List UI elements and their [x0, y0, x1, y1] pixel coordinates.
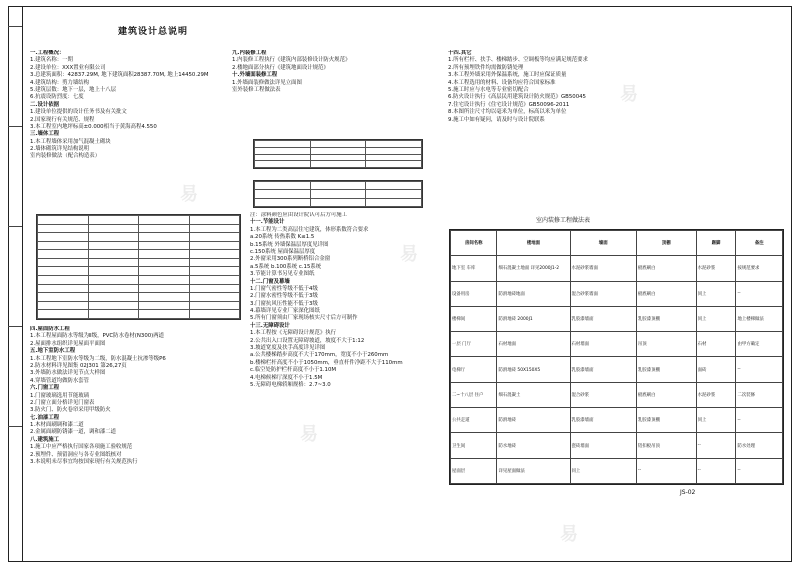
note-line: 1.建设单位提供的设计任务书及有关批文	[30, 109, 127, 116]
note-line: 3.门窗抗风压性能不低于3级	[250, 300, 318, 307]
table-cell: 防滑地砖地面	[497, 281, 570, 306]
table-row	[451, 306, 783, 331]
table-cell: 板底刷白	[636, 256, 696, 281]
table-cell: 地下室 车库	[451, 256, 497, 281]
note-line: 室外装修工程做法表	[232, 86, 281, 93]
note-line: b.楼梯栏杆高度不小于1050mm，垂直杆件净距不大于110mm	[250, 359, 403, 366]
table-row	[255, 147, 422, 154]
table-row	[38, 216, 240, 225]
table-row	[451, 382, 783, 407]
table-cell	[88, 301, 139, 310]
table-cell	[88, 293, 139, 302]
note-line: 3.总建筑面积：42837.29M, 地下建筑面积28387.70M, 地上14450.29M	[30, 72, 209, 79]
table-cell	[38, 284, 89, 293]
table-cell	[139, 293, 190, 302]
note-line: a.公共楼梯踏步高度不大于170mm，宽度不小于260mm	[250, 352, 389, 359]
note-line: 1.建筑名称：一期	[30, 57, 73, 64]
table-cell	[189, 310, 240, 319]
table-cell	[139, 267, 190, 276]
table-row	[451, 458, 783, 483]
table-cell	[189, 224, 240, 233]
table-cell	[139, 250, 190, 259]
table-cell: 一层 门厅	[451, 332, 497, 357]
note-line: 4.电梯候梯厅深度不小于1.5M	[250, 374, 323, 381]
table-cell	[88, 276, 139, 285]
table-cell	[189, 267, 240, 276]
table-cell: 铝扣板吊顶	[636, 433, 696, 458]
table-cell	[38, 293, 89, 302]
table-cell	[255, 182, 311, 190]
watermark: 易	[300, 424, 318, 445]
note-line: 2.公共出入口设置无障碍坡道，坡度不大于1:12	[250, 337, 365, 344]
column-header: 踢脚	[696, 231, 736, 256]
column-header: 顶棚	[636, 231, 696, 256]
table-cell: --	[736, 357, 783, 382]
note-line: 十二.门窗及幕墙	[250, 278, 290, 285]
note-line: 5.所有门窗须由厂家现场核实尺寸后方可制作	[250, 315, 358, 322]
binding-margin-line	[22, 6, 23, 562]
table-cell	[88, 216, 139, 225]
table-cell: 防滑地砖	[497, 408, 570, 433]
table-cell	[310, 182, 366, 190]
table-row	[38, 293, 240, 302]
note-line: 3.本说明未尽事宜均按国家现行有关规范执行	[30, 459, 138, 466]
note-line: 十一.节能设计	[250, 219, 285, 226]
note-line: 注：涂料颜色应由设计院认可后方可施工	[250, 212, 348, 218]
note-line: 2.外窗采用300系列断桥铝合金窗	[250, 256, 331, 263]
note-line: 4.本工程选用的材料、设备均应符合国家标准	[448, 79, 556, 86]
table-cell	[366, 154, 422, 161]
table-cell: 同上	[570, 458, 636, 483]
table-row	[255, 161, 422, 168]
note-line: 1.本工程地下室防水等级为二级，防水混凝土抗渗等级P6	[30, 355, 166, 362]
table-cell	[255, 141, 311, 148]
note-line: 2.门窗立面分格详见门窗表	[30, 399, 95, 406]
table-row	[38, 258, 240, 267]
watermark: 易	[400, 244, 418, 265]
table-cell: 板底刷白	[636, 281, 696, 306]
table-row	[38, 276, 240, 285]
table-cell: 二次装修	[736, 382, 783, 407]
table-cell: 电梯厅	[451, 357, 497, 382]
table-cell: 石材墙面	[570, 332, 636, 357]
table-row	[38, 284, 240, 293]
watermark: 易	[180, 184, 198, 205]
table-cell: 公共走道	[451, 408, 497, 433]
table-cell	[139, 233, 190, 242]
note-line: 1.施工中应严格执行国家各项施工验收规范	[30, 444, 133, 451]
note-line: a.20系统 传热系数 K≤1.5	[250, 234, 315, 241]
note-line: 室内装修做法（配合构造表）	[30, 153, 101, 160]
table-row	[451, 281, 783, 306]
table-cell	[255, 161, 311, 168]
column-header: 房间名称	[451, 231, 497, 256]
table-row	[38, 301, 240, 310]
table-row	[38, 267, 240, 276]
table-cell: 面砖	[696, 357, 736, 382]
table-cell	[139, 258, 190, 267]
table-row	[451, 357, 783, 382]
table-row	[38, 224, 240, 233]
table-cell: 详见屋面做法	[497, 458, 570, 483]
note-line: 1.外墙面装修做法详见立面图	[232, 79, 302, 86]
table-cell: 乳胶漆顶棚	[636, 306, 696, 331]
table-cell	[88, 284, 139, 293]
table-cell: 细石混凝土地面 详见2000J1-2	[497, 256, 570, 281]
table-cell	[38, 250, 89, 259]
note-line: 9.施工中如有疑问，请及时与设计院联系	[448, 116, 545, 123]
table-cell	[139, 284, 190, 293]
note-line: 1.本工程屋面防水等级为Ⅱ级，PVC防水卷材(N300)两道	[30, 333, 165, 340]
table-cell: 地上楼梯做法	[736, 306, 783, 331]
table-cell	[139, 276, 190, 285]
table-cell	[88, 241, 139, 250]
table-cell	[38, 258, 89, 267]
exterior-finish-table-2	[253, 180, 423, 208]
note-line: c.150系统 屋面保温层厚度	[250, 248, 316, 255]
table-cell: --	[696, 458, 736, 483]
table-cell	[88, 267, 139, 276]
table-row	[451, 408, 783, 433]
watermark: 易	[560, 524, 578, 545]
note-line: 2.屋面排水组织详见屋面平面图	[30, 340, 106, 347]
page-title: 建筑设计总说明	[118, 27, 189, 37]
table-cell	[189, 216, 240, 225]
table-header-row	[451, 231, 783, 256]
table-cell: 石材	[696, 332, 736, 357]
table-cell	[139, 301, 190, 310]
table-cell: 由甲方确定	[736, 332, 783, 357]
note-line: c.临空处防护栏杆高度不小于1.10M	[250, 367, 337, 374]
notes-column-2b	[250, 212, 445, 512]
note-line: 1.所有栏杆、扶手、楼梯踏步、空调板等均应满足规范要求	[448, 57, 588, 64]
note-line: 1.本工程按《无障碍设计规范》执行	[250, 330, 337, 337]
column-header: 墙面	[570, 231, 636, 256]
table-cell	[366, 190, 422, 198]
table-cell: 混合砂浆	[570, 382, 636, 407]
table-cell	[88, 250, 139, 259]
table-cell: 细石混凝土	[497, 382, 570, 407]
table-cell	[88, 224, 139, 233]
column-header: 楼地面	[497, 231, 570, 256]
table-cell: 同上	[696, 408, 736, 433]
table-cell	[366, 198, 422, 206]
note-line: 4.幕墙详见专业厂家深化图纸	[250, 308, 320, 315]
table-row	[38, 241, 240, 250]
note-line: 7.住宅设计执行《住宅设计规范》GB50096-2011	[448, 101, 570, 108]
table-cell: 屋面层	[451, 458, 497, 483]
table-cell	[310, 141, 366, 148]
table-cell	[88, 258, 139, 267]
notes-column-1b	[30, 326, 235, 556]
table-row	[38, 233, 240, 242]
note-line: 3.防火门、防火卷帘采用甲级防火	[30, 407, 111, 414]
note-line: 三.墙体工程	[30, 131, 60, 138]
interior-finish-table	[449, 229, 784, 485]
note-line: 2.门窗水密性等级不低于3级	[250, 293, 318, 300]
table-cell	[189, 233, 240, 242]
table-cell	[366, 182, 422, 190]
table-cell: 防滑地砖 50X150X5	[497, 357, 570, 382]
table-row	[451, 332, 783, 357]
table-cell: --	[736, 281, 783, 306]
table-cell	[139, 310, 190, 319]
table-cell: --	[736, 408, 783, 433]
table-cell	[310, 147, 366, 154]
table-cell	[139, 216, 190, 225]
note-line: 八.建筑施工	[30, 436, 60, 443]
table-cell: --	[696, 433, 736, 458]
table-cell: --	[736, 458, 783, 483]
note-line: 1.门窗气密性等级不低于4级	[250, 285, 318, 292]
note-line: 3.本工程外墙采用外保温系统，施工时应保证质量	[448, 72, 567, 79]
table-cell	[189, 258, 240, 267]
table-row	[255, 190, 422, 198]
table-cell	[310, 198, 366, 206]
table-row	[38, 310, 240, 319]
table-cell	[366, 141, 422, 148]
table-cell	[255, 147, 311, 154]
table-cell	[38, 301, 89, 310]
table-cell	[189, 284, 240, 293]
table-cell	[38, 267, 89, 276]
table-cell	[38, 241, 89, 250]
table-cell	[366, 147, 422, 154]
notes-column-2	[232, 50, 437, 100]
table-cell: 水泥砂浆	[696, 256, 736, 281]
table-cell: 乳胶漆墙面	[570, 357, 636, 382]
table-cell	[139, 224, 190, 233]
table-cell	[38, 224, 89, 233]
note-line: 5.建筑层数：地下一层，地上十八层	[30, 86, 117, 93]
table-cell: 乳胶漆顶棚	[636, 408, 696, 433]
table-row	[38, 250, 240, 259]
note-line: b.15系统 外墙保温层厚度见详图	[250, 241, 329, 248]
note-line: 8.本图所注尺寸均以毫米为单位，标高以米为单位	[448, 109, 567, 116]
table-cell: 卫生间	[451, 433, 497, 458]
note-line: 二.设计依据	[30, 101, 60, 108]
table-cell: 瓷砖墙面	[570, 433, 636, 458]
table-cell	[366, 161, 422, 168]
table-cell: 石材地面	[497, 332, 570, 357]
table-cell	[88, 310, 139, 319]
column-header: 备注	[736, 231, 783, 256]
table-cell: 按规范要求	[736, 256, 783, 281]
table-cell: 设备用房	[451, 281, 497, 306]
table-cell	[38, 233, 89, 242]
note-line: 6.抗震设防烈度：七度	[30, 94, 84, 101]
note-line: 四.屋面防水工程	[30, 326, 70, 332]
note-line: 2.墙体砌筑详见结构说明	[30, 146, 90, 153]
note-line: 1.本工程墙体采用加气混凝土砌块	[30, 138, 111, 145]
note-line: 2.防水材料详见图集 02J301 第26,27页	[30, 362, 127, 369]
table-cell	[189, 276, 240, 285]
finish-table-title: 室内装修工程做法表	[536, 217, 591, 224]
table-cell	[310, 154, 366, 161]
note-line: 2.预埋件、预留洞应与各专业图纸核对	[30, 451, 122, 458]
table-cell	[189, 241, 240, 250]
table-cell: 乳胶漆墙面	[570, 408, 636, 433]
table-cell: 同上	[696, 281, 736, 306]
table-cell	[189, 250, 240, 259]
note-line: 1.木材面刷调和漆二道	[30, 422, 84, 429]
note-line: 4.建筑结构：剪力墙结构	[30, 79, 90, 86]
note-line: 1.本工程为二类高层住宅建筑，体形系数符合要求	[250, 226, 369, 233]
table-cell: 乳胶漆墙面	[570, 306, 636, 331]
table-cell: 防滑地砖 2000J1	[497, 306, 570, 331]
note-line: 十四.其它	[448, 50, 472, 56]
note-line: 十三.无障碍设计	[250, 322, 290, 329]
table-cell: 乳胶漆顶棚	[636, 357, 696, 382]
table-cell	[38, 276, 89, 285]
note-line: a.5系统 b.100系统 c.15系统	[250, 263, 322, 270]
exterior-finish-table	[253, 139, 423, 169]
table-cell: 吊顶	[636, 332, 696, 357]
drawing-code: JS-02	[680, 489, 696, 496]
table-cell: 同上	[696, 306, 736, 331]
note-line: 九.内装修工程	[232, 50, 267, 56]
table-cell: --	[636, 458, 696, 483]
notes-column-1	[30, 50, 235, 162]
table-row	[255, 141, 422, 148]
watermark: 易	[620, 84, 638, 105]
note-line: 5.无障碍电梯轿厢规格：2.7~3.0	[250, 381, 331, 388]
table-row	[255, 182, 422, 190]
table-cell: 防水处理	[736, 433, 783, 458]
table-cell	[255, 198, 311, 206]
note-line: 3.外墙防水做法详见节点大样图	[30, 370, 106, 377]
table-cell: 防水地砖	[497, 433, 570, 458]
table-cell	[255, 190, 311, 198]
note-line: 3.坡道宽度及扶手高度详见详图	[250, 345, 326, 352]
note-line: 3.本工程室内地坪标高±0.000相当于黄海高程4.550	[30, 123, 157, 130]
table-row	[451, 256, 783, 281]
table-cell: 水泥砂浆墙面	[570, 256, 636, 281]
note-line: 4.穿墙管道均做防水套管	[30, 377, 90, 384]
table-cell	[88, 233, 139, 242]
note-line: 1.门窗玻璃选用节能玻璃	[30, 392, 90, 399]
table-cell	[310, 161, 366, 168]
table-row	[451, 433, 783, 458]
table-cell: 楼梯间	[451, 306, 497, 331]
note-line: 十.外墙面装修工程	[232, 72, 278, 79]
table-row	[255, 198, 422, 206]
note-line: 五.地下室防水工程	[30, 348, 76, 355]
table-cell: 水泥砂浆	[696, 382, 736, 407]
note-line: 3.节能计算书另见专业图纸	[250, 271, 315, 278]
table-row	[255, 154, 422, 161]
table-cell	[38, 310, 89, 319]
note-line: 2.国家现行有关规范、规程	[30, 116, 95, 123]
table-cell	[255, 154, 311, 161]
note-line: 一.工程概况：	[30, 50, 65, 56]
note-line: 七.油漆工程	[30, 414, 60, 421]
note-line: 2.楼地面部分执行《建筑地面设计规范》	[232, 64, 329, 71]
table-cell: 板底刷白	[636, 382, 696, 407]
table-cell: 二~十八层 住户	[451, 382, 497, 407]
table-cell	[139, 241, 190, 250]
note-line: 5.施工时应与水电等专业密切配合	[448, 86, 529, 93]
notes-column-3	[448, 50, 778, 130]
interior-finish-table-small	[36, 214, 241, 320]
note-line: 6.防火设计执行《高层民用建筑设计防火规范》GB50045	[448, 94, 586, 101]
table-cell	[189, 293, 240, 302]
note-line: 2.建设单位：XXX置业有限公司	[30, 64, 106, 71]
binding-strip	[8, 6, 22, 562]
table-cell	[310, 190, 366, 198]
table-cell	[38, 216, 89, 225]
note-line: 2.所有预埋铁件均需做防锈处理	[448, 64, 524, 71]
table-cell: 混合砂浆墙面	[570, 281, 636, 306]
note-line: 六.门窗工程	[30, 385, 60, 392]
note-line: 2.金属面刷防锈漆一道，调和漆二道	[30, 429, 117, 436]
table-cell	[189, 301, 240, 310]
note-line: 1.内装修工程执行《建筑内部装修设计防火规范》	[232, 57, 351, 64]
